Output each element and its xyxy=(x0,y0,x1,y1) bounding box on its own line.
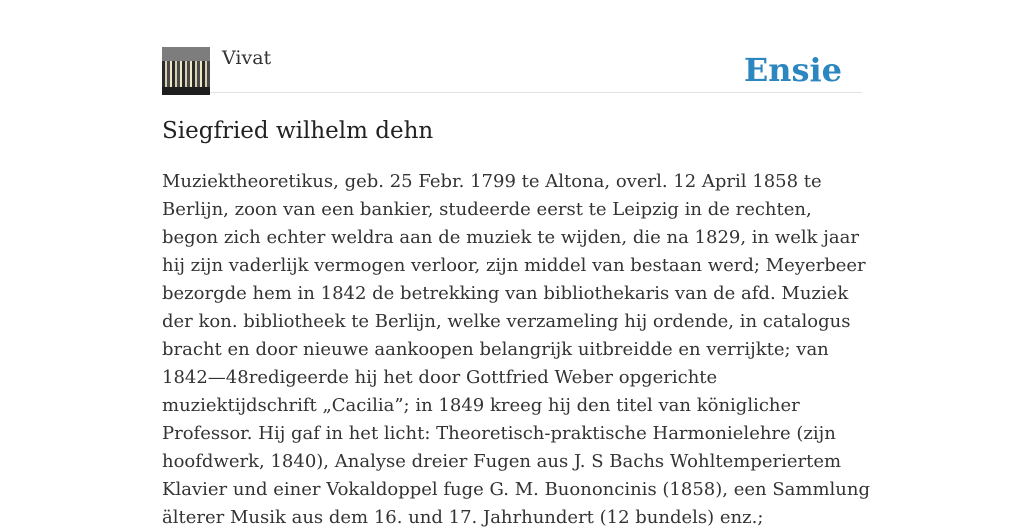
avatar-bookshelf-image xyxy=(162,61,210,87)
page-container xyxy=(162,0,870,528)
avatar-base xyxy=(162,87,210,95)
author-username[interactable]: Vivat xyxy=(222,47,272,69)
avatar-background xyxy=(162,47,210,61)
page-title: Siegfried wilhelm dehn xyxy=(162,118,434,144)
header xyxy=(162,0,862,93)
brand-logo[interactable]: Ensie xyxy=(743,51,842,89)
avatar[interactable] xyxy=(162,47,210,95)
article-body: Muziektheoretikus, geb. 25 Febr. 1799 te Altona, overl. 12 April 1858 te Berlijn, zoon van een bankier, studeerde eerst te Leipzig in de rechten, begon zich echter weldra aan de muziek te wijden, die na 1829, in welk jaar hij zijn vaderlijk vermogen verloor, zijn middel van bestaan werd; Meyerbeer bezorgde hem in 1842 de betrekking van bibliothekaris van de afd. Muziek der kon. bibliotheek te Berlijn, welke verzameling hij ordende, in catalogus bracht en door nieuwe aankoopen belangrijk uitbreidde en verrijkte; van 1842—48redigeerde hij het door Gottfried Weber opgerichte muziektijdschrift „Cacilia”; in 1849 kreeg hij den titel van königlicher Professor. Hij gaf in het licht: Theoretisch-praktische Harmonielehre (zijn hoofdwerk, 1840), Analyse dreier Fugen aus J. S Bachs Wohltemperiertem Klavier und einer Vokaldoppel fuge G. M. Buononcinis (1858), een Sammlung älterer Musik aus dem 16. und 17. Jahrhundert (12 bundels) enz.; xyxy=(162,171,870,528)
